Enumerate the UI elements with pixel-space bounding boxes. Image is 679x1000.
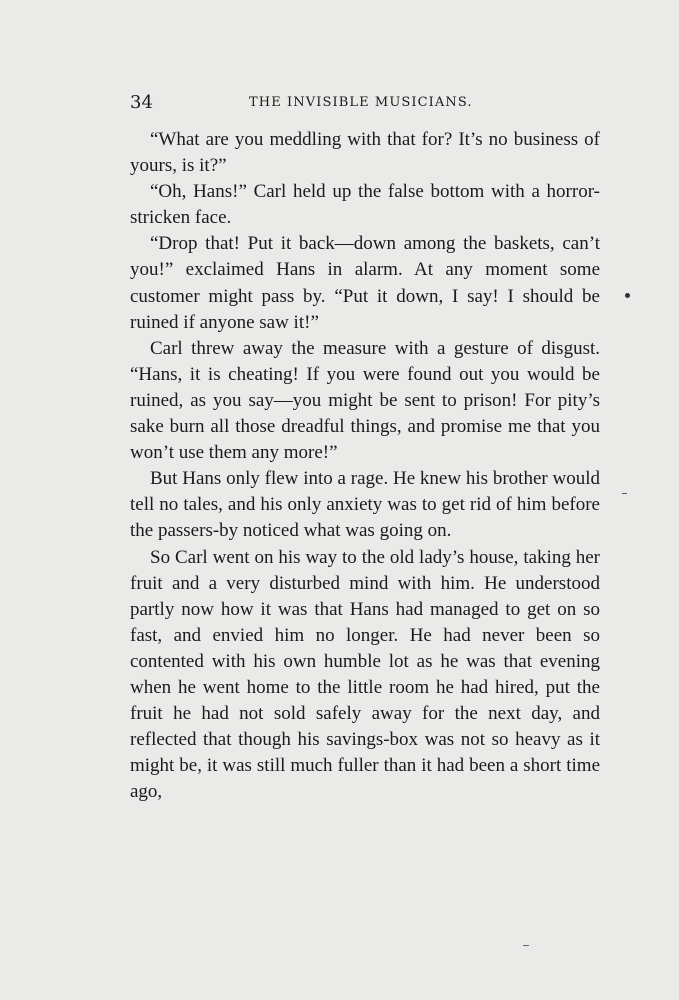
paragraph: “What are you meddling with that for? It’s no business of yours, is it?” [130, 129, 600, 177]
paragraph: So Carl went on his way to the old lady’s house, taking her fruit and a very disturbed mind with him. He understood partly now how it was that Hans had managed to get on so fast, and envied him no longer. He had never been so contented with his own humble lot as he was that evening when he went home to the little room he had hired, put the fruit he had not sold safely away for the next day, and reflected that though his savings-box was not so heavy as it might be, it was still much fuller than it had been a short time ago, [130, 546, 600, 803]
running-title: THE INVISIBLE MUSICIANS. [249, 95, 473, 110]
ink-dash [622, 493, 627, 494]
ink-dash [523, 945, 529, 946]
page-number: 34 [130, 92, 153, 113]
ink-dot [625, 293, 630, 298]
page-header [130, 92, 600, 118]
paragraph: “Drop that! Put it back—down among the baskets, can’t you!” exclaimed Hans in alarm. At any moment some customer might pass by. “Put it down, I say! I should be ruined if anyone saw it!” [130, 233, 600, 333]
paragraph: “Oh, Hans!” Carl held up the false bottom with a horror-stricken face. [130, 181, 600, 229]
paragraph: But Hans only flew into a rage. He knew his brother would tell no tales, and his only anxiety was to get rid of him before the passers-by noticed what was going on. [130, 468, 600, 542]
body-text [130, 127, 600, 805]
paragraph: Carl threw away the measure with a gesture of disgust. “Hans, it is cheating! If you were found out you would be ruined, as you say—you might be sent to prison! For pity’s sake burn all those dreadful things, and promise me that you won’t use them any more!” [130, 337, 600, 464]
